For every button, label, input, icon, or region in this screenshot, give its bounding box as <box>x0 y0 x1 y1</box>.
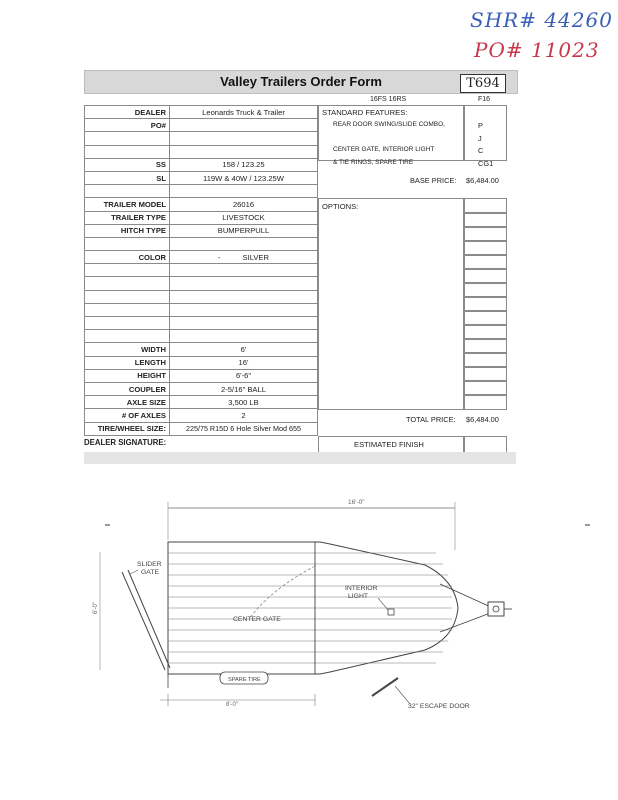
escape-door <box>372 678 398 696</box>
center-gate-label: CENTER GATE <box>233 616 281 623</box>
form-row-value: 26016 <box>170 198 318 211</box>
form-row-label <box>85 185 170 198</box>
form-row-value: 158 / 123.25 <box>170 158 318 171</box>
form-badge: T694 <box>460 74 506 93</box>
model-code-right: F16 <box>478 96 491 103</box>
feature-code: J <box>478 133 482 143</box>
color-dash: - <box>218 252 221 262</box>
form-title-bar <box>84 70 518 94</box>
form-row-label: LENGTH <box>85 356 170 369</box>
form-row-value <box>170 237 318 250</box>
form-row-label <box>85 264 170 277</box>
form-row-value: 2 <box>170 409 318 422</box>
form-row-label: DEALER <box>85 106 170 119</box>
handwritten-stock-number: SHR# 44260 <box>470 8 613 32</box>
interior-light <box>388 609 394 615</box>
form-row-label <box>85 237 170 250</box>
form-row-value: 225/75 R15D 6 Hole Silver Mod 655 <box>170 422 318 435</box>
form-row-label: HITCH TYPE <box>85 224 170 237</box>
escape-door-label: 32" ESCAPE DOOR <box>408 703 470 710</box>
estimated-finish-label: ESTIMATED FINISH <box>354 440 424 449</box>
options-label: OPTIONS: <box>322 202 359 211</box>
form-row-value: BUMPERPULL <box>170 224 318 237</box>
form-row-value <box>170 185 318 198</box>
form-row-value: 119W & 40W / 123.25W <box>170 171 318 184</box>
form-row-value: 3,500 LB <box>170 396 318 409</box>
form-row-label: COUPLER <box>85 382 170 395</box>
form-row <box>85 158 318 171</box>
form-row <box>85 343 318 356</box>
form-row-value <box>170 303 318 316</box>
form-row-value: 2-5/16" BALL <box>170 382 318 395</box>
form-row-label: PO# <box>85 119 170 132</box>
length-dimension: 16'-0" <box>348 499 365 506</box>
form-row-value: LIVESTOCK <box>170 211 318 224</box>
form-row-label: COLOR <box>85 251 170 264</box>
form-row <box>85 396 318 409</box>
form-row-value <box>170 132 318 145</box>
form-row-value <box>170 330 318 343</box>
form-row <box>85 382 318 395</box>
form-row-value <box>170 251 318 264</box>
total-price-label: TOTAL PRICE: <box>406 415 456 424</box>
form-row <box>85 264 318 277</box>
feature-text: CENTER GATE, INTERIOR LIGHT <box>333 146 435 153</box>
form-row <box>85 132 318 145</box>
interior-light-label-2: LIGHT <box>348 593 369 600</box>
total-price-value: $6,484.00 <box>466 415 499 424</box>
width-dimension: 6'-0" <box>93 602 99 614</box>
form-row-label <box>85 290 170 303</box>
form-row <box>85 369 318 382</box>
form-row-label: TRAILER MODEL <box>85 198 170 211</box>
form-row <box>85 106 318 119</box>
base-price-value: $6,484.00 <box>466 176 499 185</box>
form-row-label <box>85 317 170 330</box>
model-codes: 16FS 16RS <box>370 96 407 103</box>
spare-tire-label: SPARE TIRE <box>228 677 261 683</box>
form-row-label: AXLE SIZE <box>85 396 170 409</box>
bottom-shading <box>84 452 516 464</box>
form-row <box>85 330 318 343</box>
form-row <box>85 303 318 316</box>
form-row <box>85 145 318 158</box>
form-row-label <box>85 145 170 158</box>
feature-text: & TIE RINGS, SPARE TIRE <box>333 158 414 166</box>
trailer-diagram <box>0 490 618 790</box>
slider-gate-label-2: GATE <box>141 569 160 576</box>
form-row-value: Leonards Truck & Trailer <box>170 106 318 119</box>
slider-gate-label-1: SLIDER <box>137 561 162 568</box>
interior-light-label-1: INTERIOR <box>345 585 378 592</box>
form-row-label <box>85 330 170 343</box>
form-row <box>85 119 318 132</box>
form-row <box>85 224 318 237</box>
base-price-label: BASE PRICE: <box>410 176 457 185</box>
form-row-value <box>170 119 318 132</box>
slider-gate <box>122 572 165 670</box>
bottom-dimension: 8'-0" <box>226 702 238 708</box>
standard-features-label: STANDARD FEATURES: <box>322 108 408 117</box>
form-row-value <box>170 145 318 158</box>
form-row <box>85 317 318 330</box>
form-row <box>85 251 318 264</box>
form-row-value <box>170 264 318 277</box>
form-row <box>85 185 318 198</box>
form-row-label: TRAILER TYPE <box>85 211 170 224</box>
form-row-value <box>170 317 318 330</box>
coupler <box>488 602 504 616</box>
color-value: SILVER <box>242 252 269 262</box>
form-row <box>85 356 318 369</box>
form-row-label: SL <box>85 171 170 184</box>
form-row <box>85 211 318 224</box>
form-row <box>85 277 318 290</box>
form-row <box>85 290 318 303</box>
handwritten-po-number: PO# 11023 <box>474 38 600 62</box>
form-row <box>85 237 318 250</box>
form-row-value <box>170 277 318 290</box>
form-row <box>85 198 318 211</box>
form-row-label: # OF AXLES <box>85 409 170 422</box>
form-row <box>85 409 318 422</box>
form-row-value <box>170 290 318 303</box>
form-row-value: 6' <box>170 343 318 356</box>
form-row <box>85 422 318 435</box>
form-title: Valley Trailers Order Form <box>220 74 382 89</box>
form-row-label: SS <box>85 158 170 171</box>
feature-code-box <box>463 105 507 161</box>
feature-text: REAR DOOR SWING/SLIDE COMBO, <box>333 121 445 128</box>
feature-code: C <box>478 146 484 155</box>
feature-code: P <box>478 121 483 130</box>
option-price-cell <box>463 394 507 410</box>
form-row-label <box>85 277 170 290</box>
form-row-label: TIRE/WHEEL SIZE: <box>85 422 170 435</box>
form-row-label <box>85 303 170 316</box>
estimated-finish-value-box <box>463 436 507 453</box>
form-row-label: WIDTH <box>85 343 170 356</box>
order-details-table <box>84 105 318 436</box>
form-row-label <box>85 132 170 145</box>
options-box <box>318 198 465 410</box>
form-row-value: 16' <box>170 356 318 369</box>
form-row-value: 6'-6" <box>170 369 318 382</box>
dealer-signature-label: DEALER SIGNATURE: <box>84 438 167 447</box>
feature-code: CG1 <box>478 158 494 168</box>
form-row <box>85 171 318 184</box>
form-row-label: HEIGHT <box>85 369 170 382</box>
